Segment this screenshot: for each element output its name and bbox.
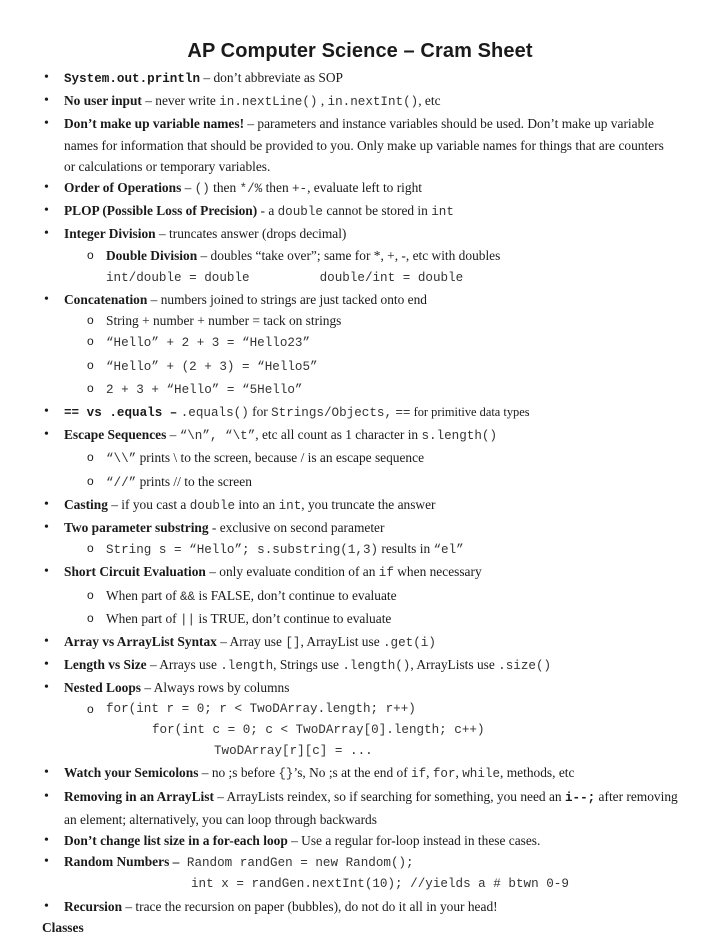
inline-code: “//” [106,475,137,490]
item-text: – numbers joined to strings are just tacked onto end [147,292,427,308]
item-text: results in [378,541,434,557]
item-label: Nested Loops [64,680,142,696]
list-item [42,830,678,851]
item-text: , etc all count as 1 character in [255,427,422,443]
sub-list [64,310,678,401]
item-label: Don’t change list size in a for-each loop [64,832,288,848]
inline-code: while [462,767,501,782]
list-item [42,90,678,113]
item-text: then [262,180,292,196]
item-label: Short Circuit Evaluation [64,564,206,580]
code-line: o for(int r = 0; r < TwoDArray.length; r++) [106,701,416,716]
inline-code: == [395,406,411,421]
sub-list [64,245,678,289]
item-text: – Array use [216,634,286,650]
item-text: , [317,93,328,109]
inline-code: in.nextInt() [327,95,419,110]
item-text: – no ;s before [198,765,279,781]
item-text: , etc [418,93,441,109]
inline-code: “\n”, “\t” [179,429,256,444]
item-text: – only evaluate condition of an [205,564,379,580]
inline-code: 2 + 3 + “Hello” = “5Hello” [106,382,303,397]
inline-code: [] [285,636,301,651]
item-text: cannot be stored in [322,203,432,219]
item-text: String + number + number = tack on strings [106,313,342,329]
item-text: when necessary [393,564,482,580]
item-text: into an [235,496,279,512]
item-text: prints \ to the screen, because / is an escape sequence [136,450,425,466]
inline-code: double [277,205,323,220]
list-item [42,424,678,494]
sub-list-item [64,699,678,763]
item-text: - a [257,203,278,219]
item-text: , you truncate the answer [301,496,436,512]
inline-code: “Hello” + 2 + 3 = “Hello23” [106,336,311,351]
inline-code: String s = “Hello”; s.substring(1,3) [106,543,379,558]
item-label: Casting [64,496,108,512]
sub-list-item [64,471,678,494]
item-text: is FALSE, don’t continue to evaluate [195,587,397,603]
inline-code: “el” [433,543,464,558]
sub-list-item [64,355,678,378]
sub-list-item [64,538,678,561]
item-text: – never write [141,93,220,109]
item-label: == vs .equals – [64,406,178,421]
item-text: then [209,180,240,196]
item-label: Removing in an ArrayList [64,788,214,804]
inline-code: () [194,182,210,197]
sub-list-item [64,331,678,354]
sub-list [64,447,678,493]
item-text: after removing an element; alternatively, you can loop through backwards [64,788,678,827]
inline-code: .size() [498,659,552,674]
item-text: – doubles “take over”; same for *, +, -, etc with doubles [197,247,501,263]
item-label: Order of Operations [64,180,182,196]
item-text: , evaluate left to right [307,180,423,196]
sub-list-item [64,447,678,470]
list-item [42,113,678,177]
item-text: When part of [106,587,180,603]
item-text: – if you cast a [107,496,190,512]
inline-code: System.out.println [64,72,201,86]
list-item [42,200,678,223]
item-text: ’s, No ;s at the end of [293,765,412,781]
item-text: – ArrayLists reindex, so if searching for something, you need an [213,788,565,804]
inline-code: .length() [342,659,411,674]
list-item [42,223,678,289]
inline-code: i--; [564,790,596,805]
item-label: Length vs Size [64,657,147,673]
inline-code: {} [278,767,294,782]
item-label: Integer Division [64,226,156,242]
list-item [42,289,678,401]
inline-code: “\\” [106,452,137,467]
list-item [42,896,678,917]
item-text: , methods, etc [500,765,575,781]
inline-code: && [180,589,196,604]
item-label: Random Numbers – [64,854,180,870]
page-title: AP Computer Science – Cram Sheet [187,40,533,62]
inline-code: .length [220,659,274,674]
item-label: Recursion [64,898,123,914]
item-label: Escape Sequences [64,427,167,443]
item-text: , ArrayLists use [410,657,499,673]
item-text: prints // to the screen [136,473,252,489]
inline-code: for [432,767,456,782]
item-text: – Arrays use [146,657,221,673]
list-item [42,654,678,677]
inline-code: in.nextLine() [219,95,318,110]
list-item [42,494,678,517]
inline-code: int [278,498,302,513]
list-item [42,517,678,561]
item-text: – [166,427,180,443]
inline-code: double [189,498,236,513]
item-text: – Use a regular for-loop instead in these cases. [287,832,541,848]
item-text: , [455,765,463,781]
item-text: is TRUE, don’t continue to evaluate [195,610,392,626]
inline-code: int/double = double [106,270,250,285]
inline-code: double/int = double [319,270,464,285]
inline-code: if [411,767,427,782]
sub-list [64,699,678,763]
sub-list [64,538,678,561]
item-label: Watch your Semicolons [64,765,199,781]
inline-code: .equals() [180,406,249,421]
list-item [42,762,678,785]
item-text: , ArrayList use [300,634,383,650]
item-text: , [426,765,433,781]
sub-list-item [64,378,678,401]
item-text: When part of [106,610,180,626]
item-label: Concatenation [64,292,148,308]
item-text: , Strings use [273,657,343,673]
inline-code: +- [291,182,308,197]
list-item [42,177,678,200]
sub-list [64,585,678,631]
item-text: – don’t abbreviate as SOP [200,70,343,85]
inline-code: .get(i) [383,636,436,651]
list-item [42,67,678,90]
item-text: – trace the recursion on paper (bubbles), do not do it all in your head! [122,898,498,914]
inline-code: int [431,205,454,220]
item-label: Two parameter substring [64,520,209,536]
section-heading-classes: Classes [42,919,84,935]
list-item [42,851,678,895]
item-label: PLOP (Possible Loss of Precision) [64,203,258,219]
item-text: for [248,404,272,420]
item-text: – parameters and instance variables should be used. Don’t make up variable names for information that should be provided to you. Only make up variable names for things that are counters or calculations or temporary variables. [64,116,664,174]
list-item [42,401,678,424]
tips-list [42,67,678,917]
item-label: Double Division [106,247,198,263]
code-line: TwoDArray[r][c] = ... [214,744,373,759]
sub-list-item [64,245,678,289]
list-item [42,561,678,631]
item-label: No user input [64,93,142,109]
list-item [42,631,678,654]
list-item [42,677,678,762]
inline-code: Random randGen = new Random(); [179,856,414,871]
code-line: for(int c = 0; c < TwoDArray[0].length; c++) [152,722,485,737]
item-text: - exclusive on second parameter [208,520,385,536]
sub-list-item [64,310,678,331]
list-item [42,786,678,830]
item-text: – Always rows by columns [141,680,290,696]
inline-code: s.length() [421,429,498,444]
item-label: Don’t make up variable names! [64,116,245,132]
code-line: int x = randGen.nextInt(10); //yields a # btwn 0-9 [191,877,569,892]
inline-code: || [180,612,196,627]
inline-code: */% [239,182,263,197]
inline-code: “Hello” + (2 + 3) = “Hello5” [106,359,318,374]
inline-code: if [378,566,394,581]
sub-list-item [64,585,678,608]
item-text: – truncates answer (drops decimal) [155,226,347,242]
item-text: – [181,180,195,196]
item-text: for primitive data types [410,405,530,420]
item-label: Array vs ArrayList Syntax [64,634,217,650]
sub-list-item [64,608,678,631]
inline-code: Strings/Objects, [271,406,392,421]
